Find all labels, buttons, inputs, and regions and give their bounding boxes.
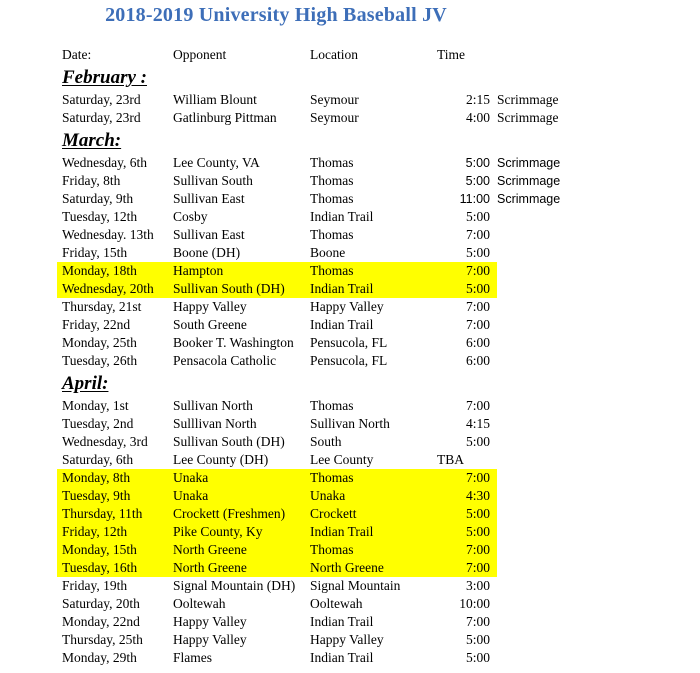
- cell-date: Saturday, 23rd: [62, 110, 141, 125]
- cell-location: Pensucola, FL: [310, 335, 388, 350]
- cell-date: Tuesday, 16th: [62, 560, 138, 575]
- cell-time: 7:00: [465, 614, 490, 629]
- game-row: [57, 523, 497, 541]
- cell-opponent: Flames: [173, 650, 212, 665]
- game-row: [57, 505, 497, 523]
- cell-date: Monday, 18th: [62, 263, 137, 278]
- cell-time: 7:00: [465, 542, 490, 557]
- cell-location: Signal Mountain: [310, 578, 401, 593]
- cell-opponent: Sullivan North: [173, 398, 253, 413]
- cell-location: Indian Trail: [310, 650, 374, 665]
- cell-location: Sullivan North: [310, 416, 390, 431]
- cell-location: Thomas: [310, 191, 354, 206]
- cell-date: Thursday, 25th: [62, 632, 143, 647]
- cell-opponent: Sulllivan North: [173, 416, 257, 431]
- game-row: [57, 559, 497, 577]
- game-row: [57, 91, 559, 109]
- cell-date: Friday, 12th: [62, 524, 128, 539]
- cell-time: 5:00: [465, 174, 490, 188]
- game-row: [57, 541, 497, 559]
- game-row: [57, 352, 497, 370]
- cell-time: 5:00: [465, 434, 490, 449]
- cell-location: Seymour: [310, 110, 359, 125]
- cell-time: 6:00: [465, 353, 490, 368]
- cell-date: Saturday, 9th: [62, 191, 134, 206]
- cell-opponent: William Blount: [173, 92, 257, 107]
- column-header-opponent: Opponent: [173, 47, 227, 62]
- cell-time: 7:00: [465, 263, 490, 278]
- game-row: [57, 397, 497, 415]
- cell-opponent: Boone (DH): [173, 245, 241, 260]
- cell-location: Boone: [310, 245, 346, 260]
- cell-time: 4:00: [465, 110, 490, 125]
- cell-time: 4:15: [465, 416, 490, 431]
- cell-location: Pensucola, FL: [310, 353, 388, 368]
- column-header-time: Time: [437, 47, 466, 62]
- cell-location: Happy Valley: [310, 632, 384, 647]
- cell-time: 5:00: [465, 506, 490, 521]
- cell-opponent: Signal Mountain (DH): [173, 578, 296, 593]
- cell-opponent: Pensacola Catholic: [173, 353, 277, 368]
- cell-time: 7:00: [465, 470, 490, 485]
- game-row: [57, 226, 497, 244]
- cell-date: Saturday, 20th: [62, 596, 140, 611]
- cell-date: Thursday, 11th: [62, 506, 143, 521]
- cell-opponent: Unaka: [173, 470, 209, 485]
- section-header-label: April:: [62, 373, 109, 394]
- cell-location: Crockett: [310, 506, 357, 521]
- cell-opponent: Ooltewah: [173, 596, 226, 611]
- cell-date: Saturday, 6th: [62, 452, 134, 467]
- cell-location: Unaka: [310, 488, 346, 503]
- game-row: [57, 595, 497, 613]
- game-row: [57, 415, 497, 433]
- cell-note: Scrimmage: [497, 174, 561, 188]
- section-header: [57, 64, 597, 91]
- cell-opponent: South Greene: [173, 317, 247, 332]
- cell-time: 2:15: [465, 92, 490, 107]
- cell-time: 3:00: [465, 578, 490, 593]
- game-row: [57, 154, 561, 172]
- cell-date: Tuesday, 12th: [62, 209, 138, 224]
- cell-time: 6:00: [465, 335, 490, 350]
- cell-opponent: Lee County, VA: [173, 155, 260, 170]
- column-header-date: Date:: [62, 47, 92, 62]
- cell-opponent: Happy Valley: [173, 614, 247, 629]
- schedule-sections: [57, 64, 597, 667]
- cell-opponent: Happy Valley: [173, 299, 247, 314]
- game-row: [57, 613, 497, 631]
- game-row: [57, 433, 497, 451]
- cell-date: Friday, 15th: [62, 245, 128, 260]
- game-row: [57, 316, 497, 334]
- game-row: [57, 280, 497, 298]
- game-row: [57, 298, 497, 316]
- cell-opponent: Booker T. Washington: [173, 335, 294, 350]
- cell-time: 7:00: [465, 398, 490, 413]
- game-row: [57, 244, 497, 262]
- cell-time: 4:30: [465, 488, 490, 503]
- page-title: 2018-2019 University High Baseball JV: [105, 4, 447, 26]
- game-row: [57, 577, 497, 595]
- cell-location: Thomas: [310, 227, 354, 242]
- cell-date: Friday, 19th: [62, 578, 128, 593]
- cell-date: Wednesday, 20th: [62, 281, 154, 296]
- cell-time: 5:00: [465, 156, 490, 170]
- cell-date: Tuesday, 2nd: [62, 416, 134, 431]
- game-row: [57, 172, 561, 190]
- section-header-label: February :: [62, 67, 147, 88]
- cell-note: Scrimmage: [497, 156, 561, 170]
- cell-date: Monday, 22nd: [62, 614, 140, 629]
- cell-date: Wednesday. 13th: [62, 227, 154, 242]
- cell-date: Monday, 25th: [62, 335, 137, 350]
- cell-time: 5:00: [465, 281, 490, 296]
- cell-note: Scrimmage: [497, 110, 559, 125]
- cell-time: 5:00: [465, 524, 490, 539]
- cell-date: Monday, 8th: [62, 470, 131, 485]
- cell-date: Monday, 1st: [62, 398, 129, 413]
- cell-location: Indian Trail: [310, 614, 374, 629]
- column-header-location: Location: [310, 47, 358, 62]
- game-row: [57, 208, 497, 226]
- cell-location: Indian Trail: [310, 317, 374, 332]
- game-row: [57, 334, 497, 352]
- cell-date: Wednesday, 3rd: [62, 434, 148, 449]
- cell-location: Indian Trail: [310, 209, 374, 224]
- cell-note: Scrimmage: [497, 192, 561, 206]
- cell-time: 7:00: [465, 317, 490, 332]
- cell-date: Friday, 22nd: [62, 317, 131, 332]
- cell-location: Thomas: [310, 470, 354, 485]
- cell-date: Monday, 15th: [62, 542, 137, 557]
- cell-time: TBA: [437, 452, 464, 467]
- cell-date: Wednesday, 6th: [62, 155, 148, 170]
- cell-location: Indian Trail: [310, 524, 374, 539]
- cell-opponent: Cosby: [173, 209, 208, 224]
- cell-location: Ooltewah: [310, 596, 363, 611]
- cell-opponent: North Greene: [173, 542, 247, 557]
- cell-opponent: Happy Valley: [173, 632, 247, 647]
- cell-location: Thomas: [310, 542, 354, 557]
- game-row: [57, 649, 497, 667]
- cell-location: Indian Trail: [310, 281, 374, 296]
- cell-date: Tuesday, 9th: [62, 488, 131, 503]
- cell-date: Monday, 29th: [62, 650, 137, 665]
- cell-time: 5:00: [465, 632, 490, 647]
- cell-date: Tuesday, 26th: [62, 353, 138, 368]
- cell-location: Thomas: [310, 263, 354, 278]
- cell-time: 11:00: [459, 192, 490, 206]
- section-header: [57, 127, 597, 154]
- cell-time: 7:00: [465, 227, 490, 242]
- cell-location: Lee County: [310, 452, 374, 467]
- cell-location: Thomas: [310, 398, 354, 413]
- game-row: [57, 469, 497, 487]
- cell-location: Happy Valley: [310, 299, 384, 314]
- cell-opponent: Sullivan South: [173, 173, 253, 188]
- section-header: [57, 370, 597, 397]
- cell-opponent: Sullivan South (DH): [173, 434, 285, 449]
- cell-location: North Greene: [310, 560, 384, 575]
- cell-opponent: Gatlinburg Pittman: [173, 110, 277, 125]
- game-row: [57, 451, 497, 469]
- game-row: [57, 487, 497, 505]
- column-header-row: [57, 46, 497, 64]
- cell-location: Thomas: [310, 155, 354, 170]
- cell-date: Thursday, 21st: [62, 299, 142, 314]
- cell-time: 7:00: [465, 299, 490, 314]
- cell-location: South: [310, 434, 342, 449]
- cell-opponent: Sullivan East: [173, 227, 245, 242]
- cell-opponent: Unaka: [173, 488, 209, 503]
- cell-location: Thomas: [310, 173, 354, 188]
- cell-opponent: Sullivan South (DH): [173, 281, 285, 296]
- game-row: [57, 190, 561, 208]
- cell-location: Seymour: [310, 92, 359, 107]
- cell-time: 5:00: [465, 209, 490, 224]
- section-header-label: March:: [62, 130, 122, 151]
- cell-note: Scrimmage: [497, 92, 559, 107]
- cell-date: Saturday, 23rd: [62, 92, 141, 107]
- cell-time: 10:00: [459, 596, 490, 611]
- game-row: [57, 262, 497, 280]
- cell-opponent: Crockett (Freshmen): [173, 506, 286, 521]
- cell-time: 7:00: [465, 560, 490, 575]
- cell-opponent: Sullivan East: [173, 191, 245, 206]
- cell-time: 5:00: [465, 650, 490, 665]
- cell-date: Friday, 8th: [62, 173, 121, 188]
- cell-opponent: North Greene: [173, 560, 247, 575]
- cell-opponent: Pike County, Ky: [173, 524, 263, 539]
- cell-time: 5:00: [465, 245, 490, 260]
- schedule-table: [57, 46, 597, 667]
- game-row: [57, 631, 497, 649]
- game-row: [57, 109, 559, 127]
- cell-opponent: Lee County (DH): [173, 452, 269, 467]
- cell-opponent: Hampton: [173, 263, 224, 278]
